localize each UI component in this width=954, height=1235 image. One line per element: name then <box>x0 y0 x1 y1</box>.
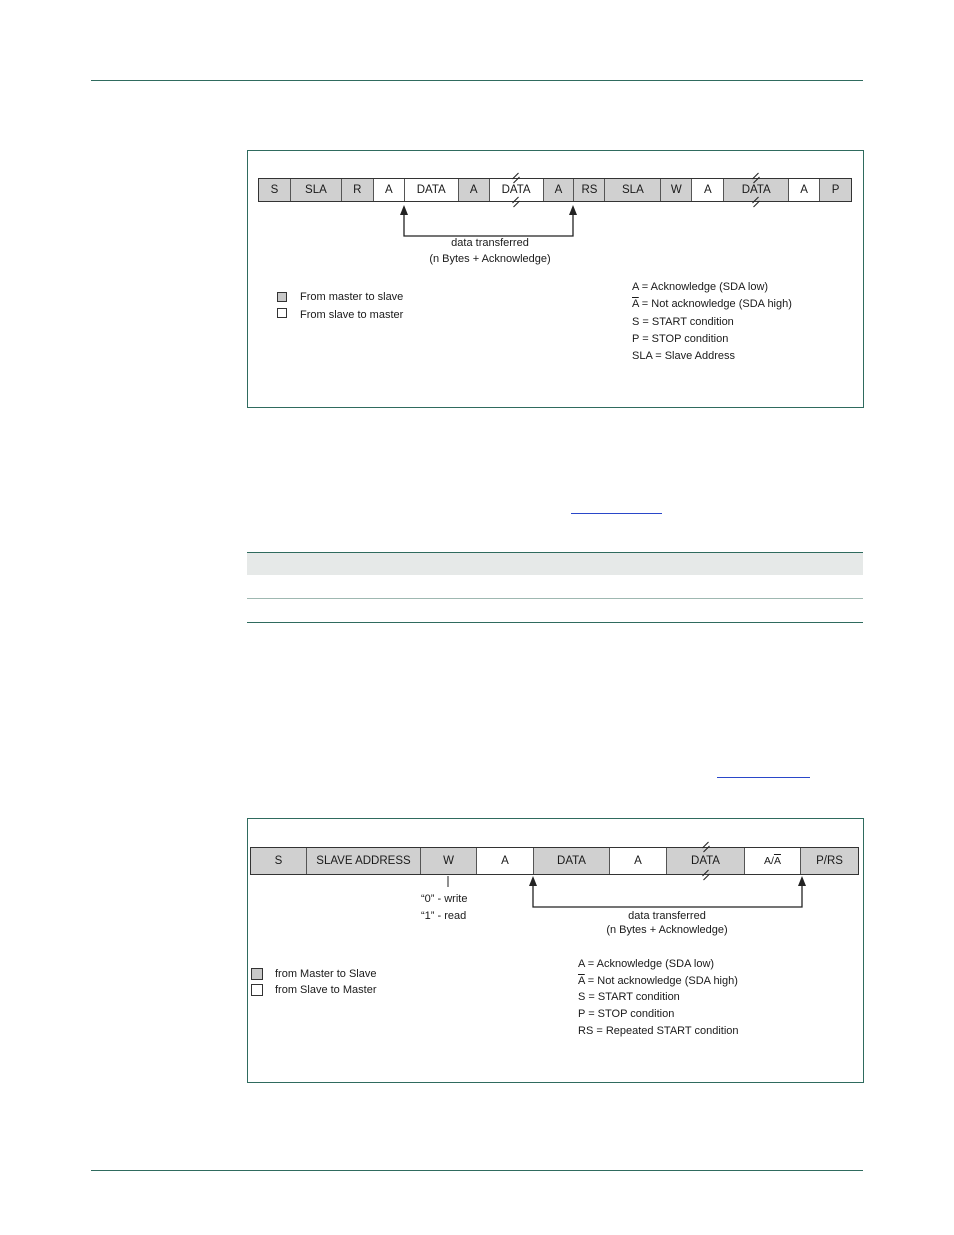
frame-cell-label: A <box>554 184 563 196</box>
transfer-label-line2: (n Bytes + Acknowledge) <box>429 253 551 265</box>
frame-cell-label: A <box>384 184 393 196</box>
nack-symbol: $\overline{A}$ <box>632 298 639 310</box>
cross-reference-link-1[interactable] <box>571 513 662 514</box>
frame-cell-label: SLA <box>305 184 327 196</box>
cross-reference-link-2[interactable] <box>717 777 810 778</box>
def-nack <box>578 975 738 987</box>
nack-symbol: $\overline{A}$ <box>578 975 585 987</box>
legend-master-swatch <box>277 292 287 302</box>
frame-cell-label: DATA <box>557 855 586 867</box>
rw-read-label: “1” - read <box>421 910 467 922</box>
frame-cell-label: P/RS <box>816 855 843 867</box>
nack-text: = Not acknowledge (SDA high) <box>584 975 738 987</box>
legend-master-swatch <box>251 968 263 980</box>
frame-cell-label: DATA <box>416 184 446 196</box>
transfer-bracket <box>248 151 863 407</box>
def-sla: SLA = Slave Address <box>632 350 736 362</box>
frame-cell-label: S <box>270 184 279 196</box>
figure-master-transmitter <box>247 818 864 1083</box>
frame-cell-label: P <box>831 184 840 196</box>
table-bottom-rule <box>247 622 863 623</box>
figure-master-receiver-repeated-start <box>247 150 864 408</box>
frame-cell-label: A <box>800 184 808 196</box>
frame-cell-label: SLA <box>622 184 644 196</box>
frame-cell-label: $A/\overline{A}$ <box>764 855 781 867</box>
def-stop: P = STOP condition <box>578 1008 675 1020</box>
rw-write-label: “0” - write <box>421 893 468 905</box>
transfer-label-line2: (n Bytes + Acknowledge) <box>606 924 728 936</box>
legend-slave-label: From slave to master <box>300 309 404 321</box>
frame-cell-label: W <box>670 184 682 196</box>
frame-cell-label: DATA <box>691 855 720 867</box>
header-rule <box>91 80 863 81</box>
legend-master-label: from Master to Slave <box>275 968 377 980</box>
def-ack: A = Acknowledge (SDA low) <box>632 281 769 293</box>
transfer-label-line1: data transferred <box>451 237 529 249</box>
legend-master-label: From master to slave <box>300 291 404 303</box>
def-start: S = START condition <box>632 316 734 328</box>
frame-cell-label: A <box>634 855 642 867</box>
def-repeated-start: RS = Repeated START condition <box>578 1025 739 1037</box>
frame-cell-label: S <box>274 855 283 867</box>
transfer-bracket <box>248 819 863 1082</box>
frame-cell-label: A <box>501 855 509 867</box>
def-stop: P = STOP condition <box>632 333 729 345</box>
frame-cell-label: RS <box>581 184 598 196</box>
def-start: S = START condition <box>578 991 680 1003</box>
table-header-row <box>247 552 863 575</box>
footer-rule <box>91 1170 863 1171</box>
legend-slave-label: from Slave to Master <box>275 984 377 996</box>
frame-cell-label: R <box>353 184 362 196</box>
frame-cell-label: DATA <box>741 184 771 196</box>
def-ack: A = Acknowledge (SDA low) <box>578 958 715 970</box>
frame-cell-label: A <box>469 184 478 196</box>
transfer-label-line1: data transferred <box>628 910 706 922</box>
legend-slave-swatch <box>277 308 287 318</box>
def-nack <box>632 298 792 310</box>
frame-cell-label: DATA <box>501 184 531 196</box>
legend-slave-swatch <box>251 984 263 996</box>
table-row-divider <box>247 598 863 599</box>
frame-cell-label: W <box>443 855 454 867</box>
nack-text: = Not acknowledge (SDA high) <box>638 298 792 310</box>
frame-cell-label: A <box>703 184 712 196</box>
frame-cell-label: SLAVE ADDRESS <box>316 855 411 867</box>
